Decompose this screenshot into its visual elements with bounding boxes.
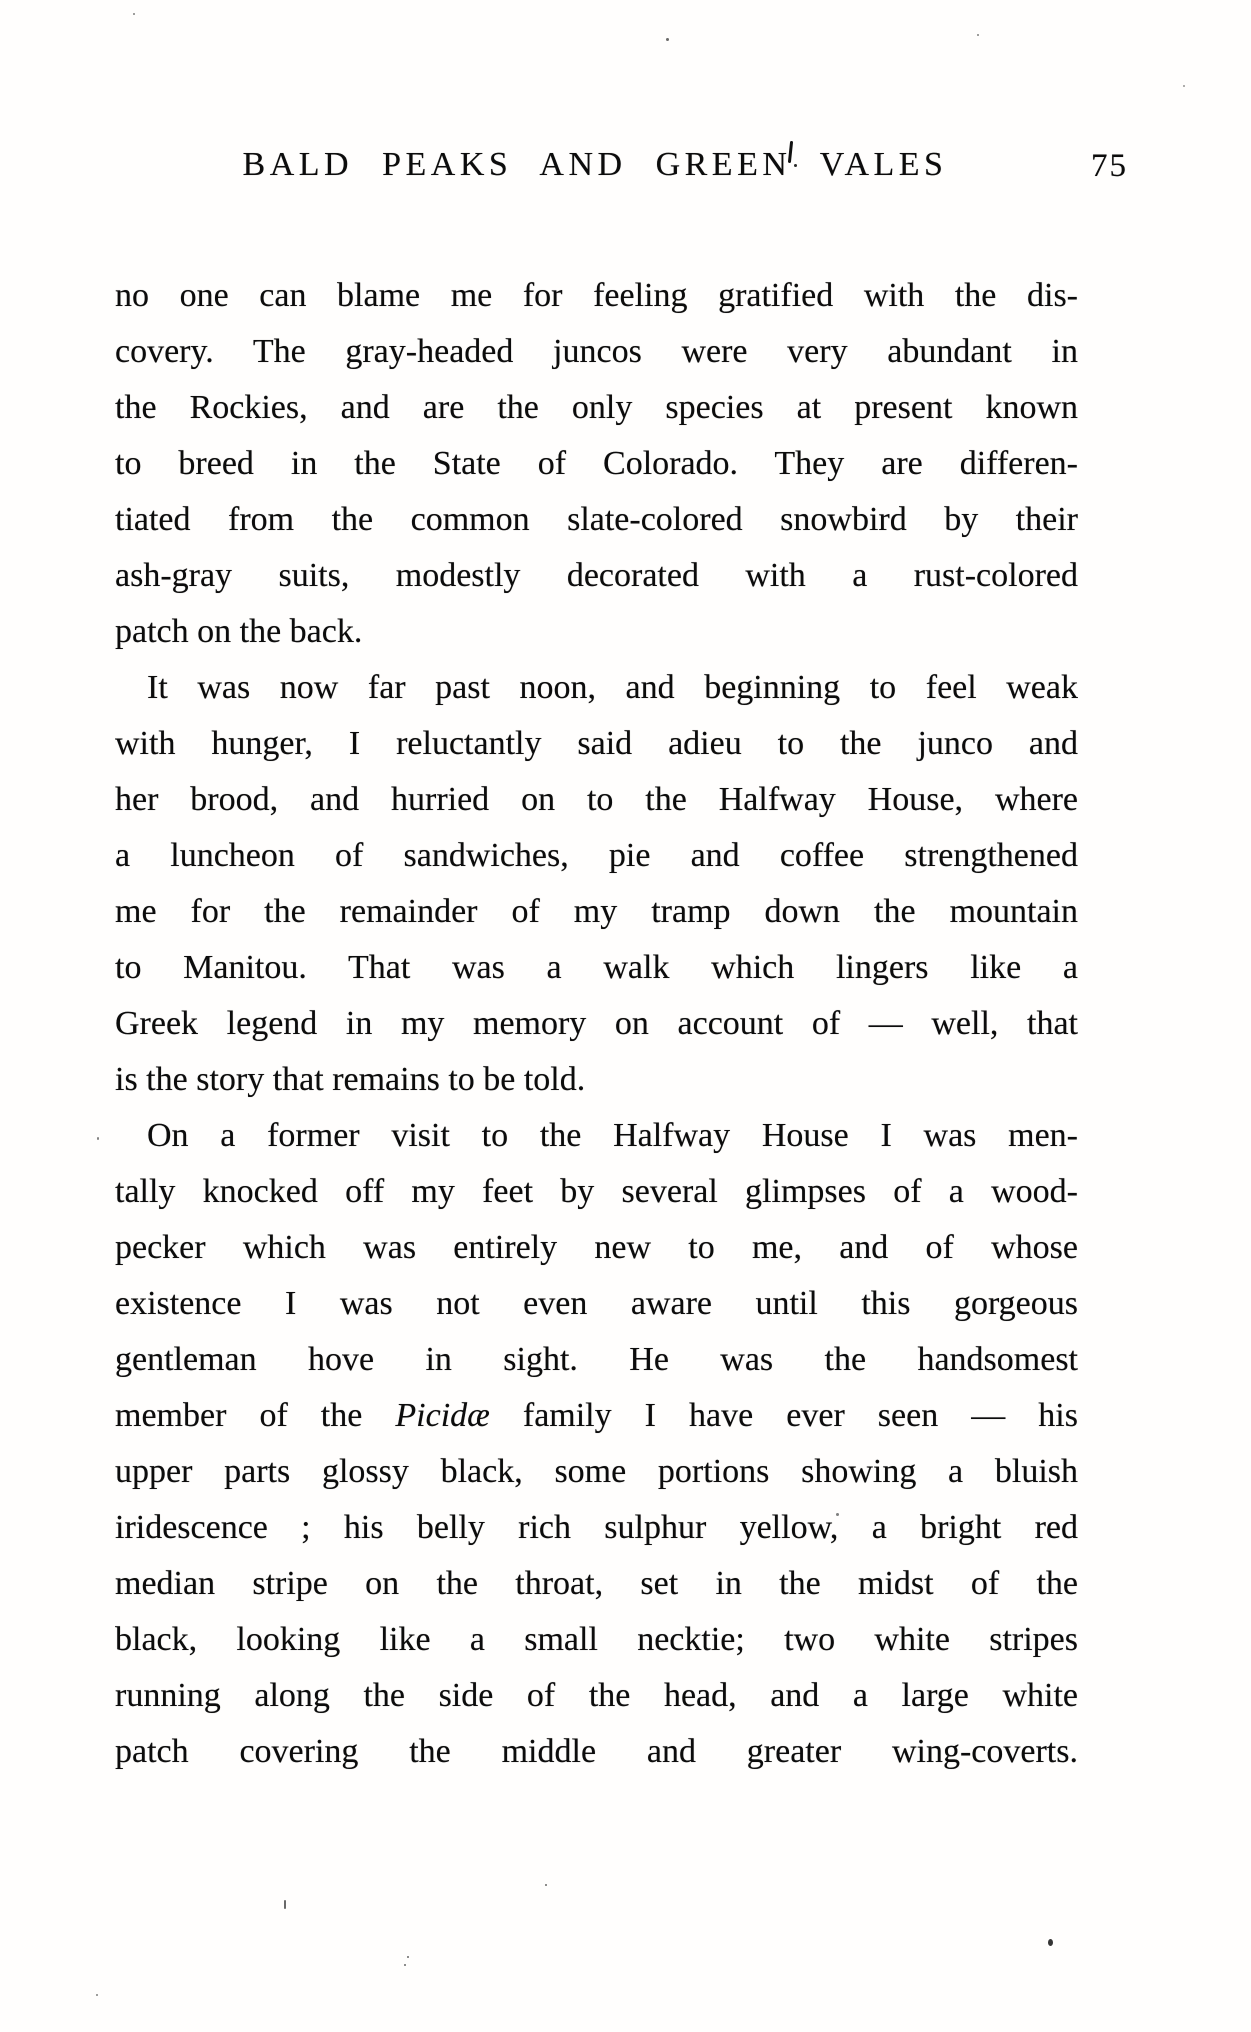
text-line: black, looking like a small necktie; two white stripes	[115, 1621, 1078, 1658]
scan-speck	[407, 1956, 409, 1958]
page-number: 75	[1091, 148, 1128, 184]
text-line: It was now far past noon, and beginning to feel weak	[147, 669, 1078, 706]
text-line: covery. The gray-headed juncos were very abundant in	[115, 333, 1078, 370]
text-line: existence I was not even aware until this gorgeous	[115, 1285, 1078, 1322]
text-line: no one can blame me for feeling gratified with the dis-	[115, 277, 1078, 314]
text-line: is the story that remains to be told.	[115, 1061, 586, 1098]
text-line: tally knocked off my feet by several glimpses of a wood-	[115, 1173, 1078, 1210]
running-header-title: BALD PEAKS AND GREEN VALES	[242, 146, 948, 183]
text-line: me for the remainder of my tramp down the mountain	[115, 893, 1078, 930]
text-line: median stripe on the throat, set in the midst of the	[115, 1565, 1078, 1602]
text-line: ash-gray suits, modestly decorated with a rust-colored	[115, 557, 1078, 594]
text-segment: member of the	[115, 1397, 396, 1434]
scan-speck	[97, 1137, 99, 1140]
scan-speck	[666, 38, 669, 41]
text-line: pecker which was entirely new to me, and of whose	[115, 1229, 1078, 1266]
scan-speck	[404, 1964, 406, 1966]
scan-speck	[1183, 85, 1185, 87]
scan-speck	[284, 1900, 286, 1909]
text-line: with hunger, I reluctantly said adieu to the junco and	[115, 725, 1078, 762]
text-segment: family I have ever seen — his	[489, 1397, 1078, 1434]
text-line: a luncheon of sandwiches, pie and coffee strengthened	[115, 837, 1078, 874]
text-line: to breed in the State of Colorado. They are differen-	[115, 445, 1078, 482]
body-text-block	[115, 268, 1078, 1780]
ink-blot	[1048, 1939, 1053, 1946]
text-line: patch on the back.	[115, 613, 363, 650]
text-line: upper parts glossy black, some portions showing a bluish	[115, 1453, 1078, 1490]
scan-speck	[96, 1994, 98, 1996]
text-line: patch covering the middle and greater wing-coverts.	[115, 1733, 1078, 1770]
text-line: the Rockies, and are the only species at present known	[115, 389, 1078, 426]
scan-speck	[133, 13, 135, 15]
text-line: her brood, and hurried on to the Halfway House, where	[115, 781, 1078, 818]
text-line: to Manitou. That was a walk which lingers like a	[115, 949, 1078, 986]
text-line: running along the side of the head, and a large white	[115, 1677, 1078, 1714]
text-line	[115, 1388, 1078, 1444]
text-line: Greek legend in my memory on account of — well, that	[115, 1005, 1078, 1042]
scan-speck	[545, 1884, 547, 1886]
text-line: On a former visit to the Halfway House I was men-	[147, 1117, 1078, 1154]
text-line: tiated from the common slate-colored snowbird by their	[115, 501, 1078, 538]
scan-speck	[977, 34, 979, 36]
text-line: iridescence ; his belly rich sulphur yellow, a bright red	[115, 1509, 1078, 1546]
species-name-italic: Picidæ	[395, 1397, 490, 1434]
text-line: gentleman hove in sight. He was the handsomest	[115, 1341, 1078, 1378]
